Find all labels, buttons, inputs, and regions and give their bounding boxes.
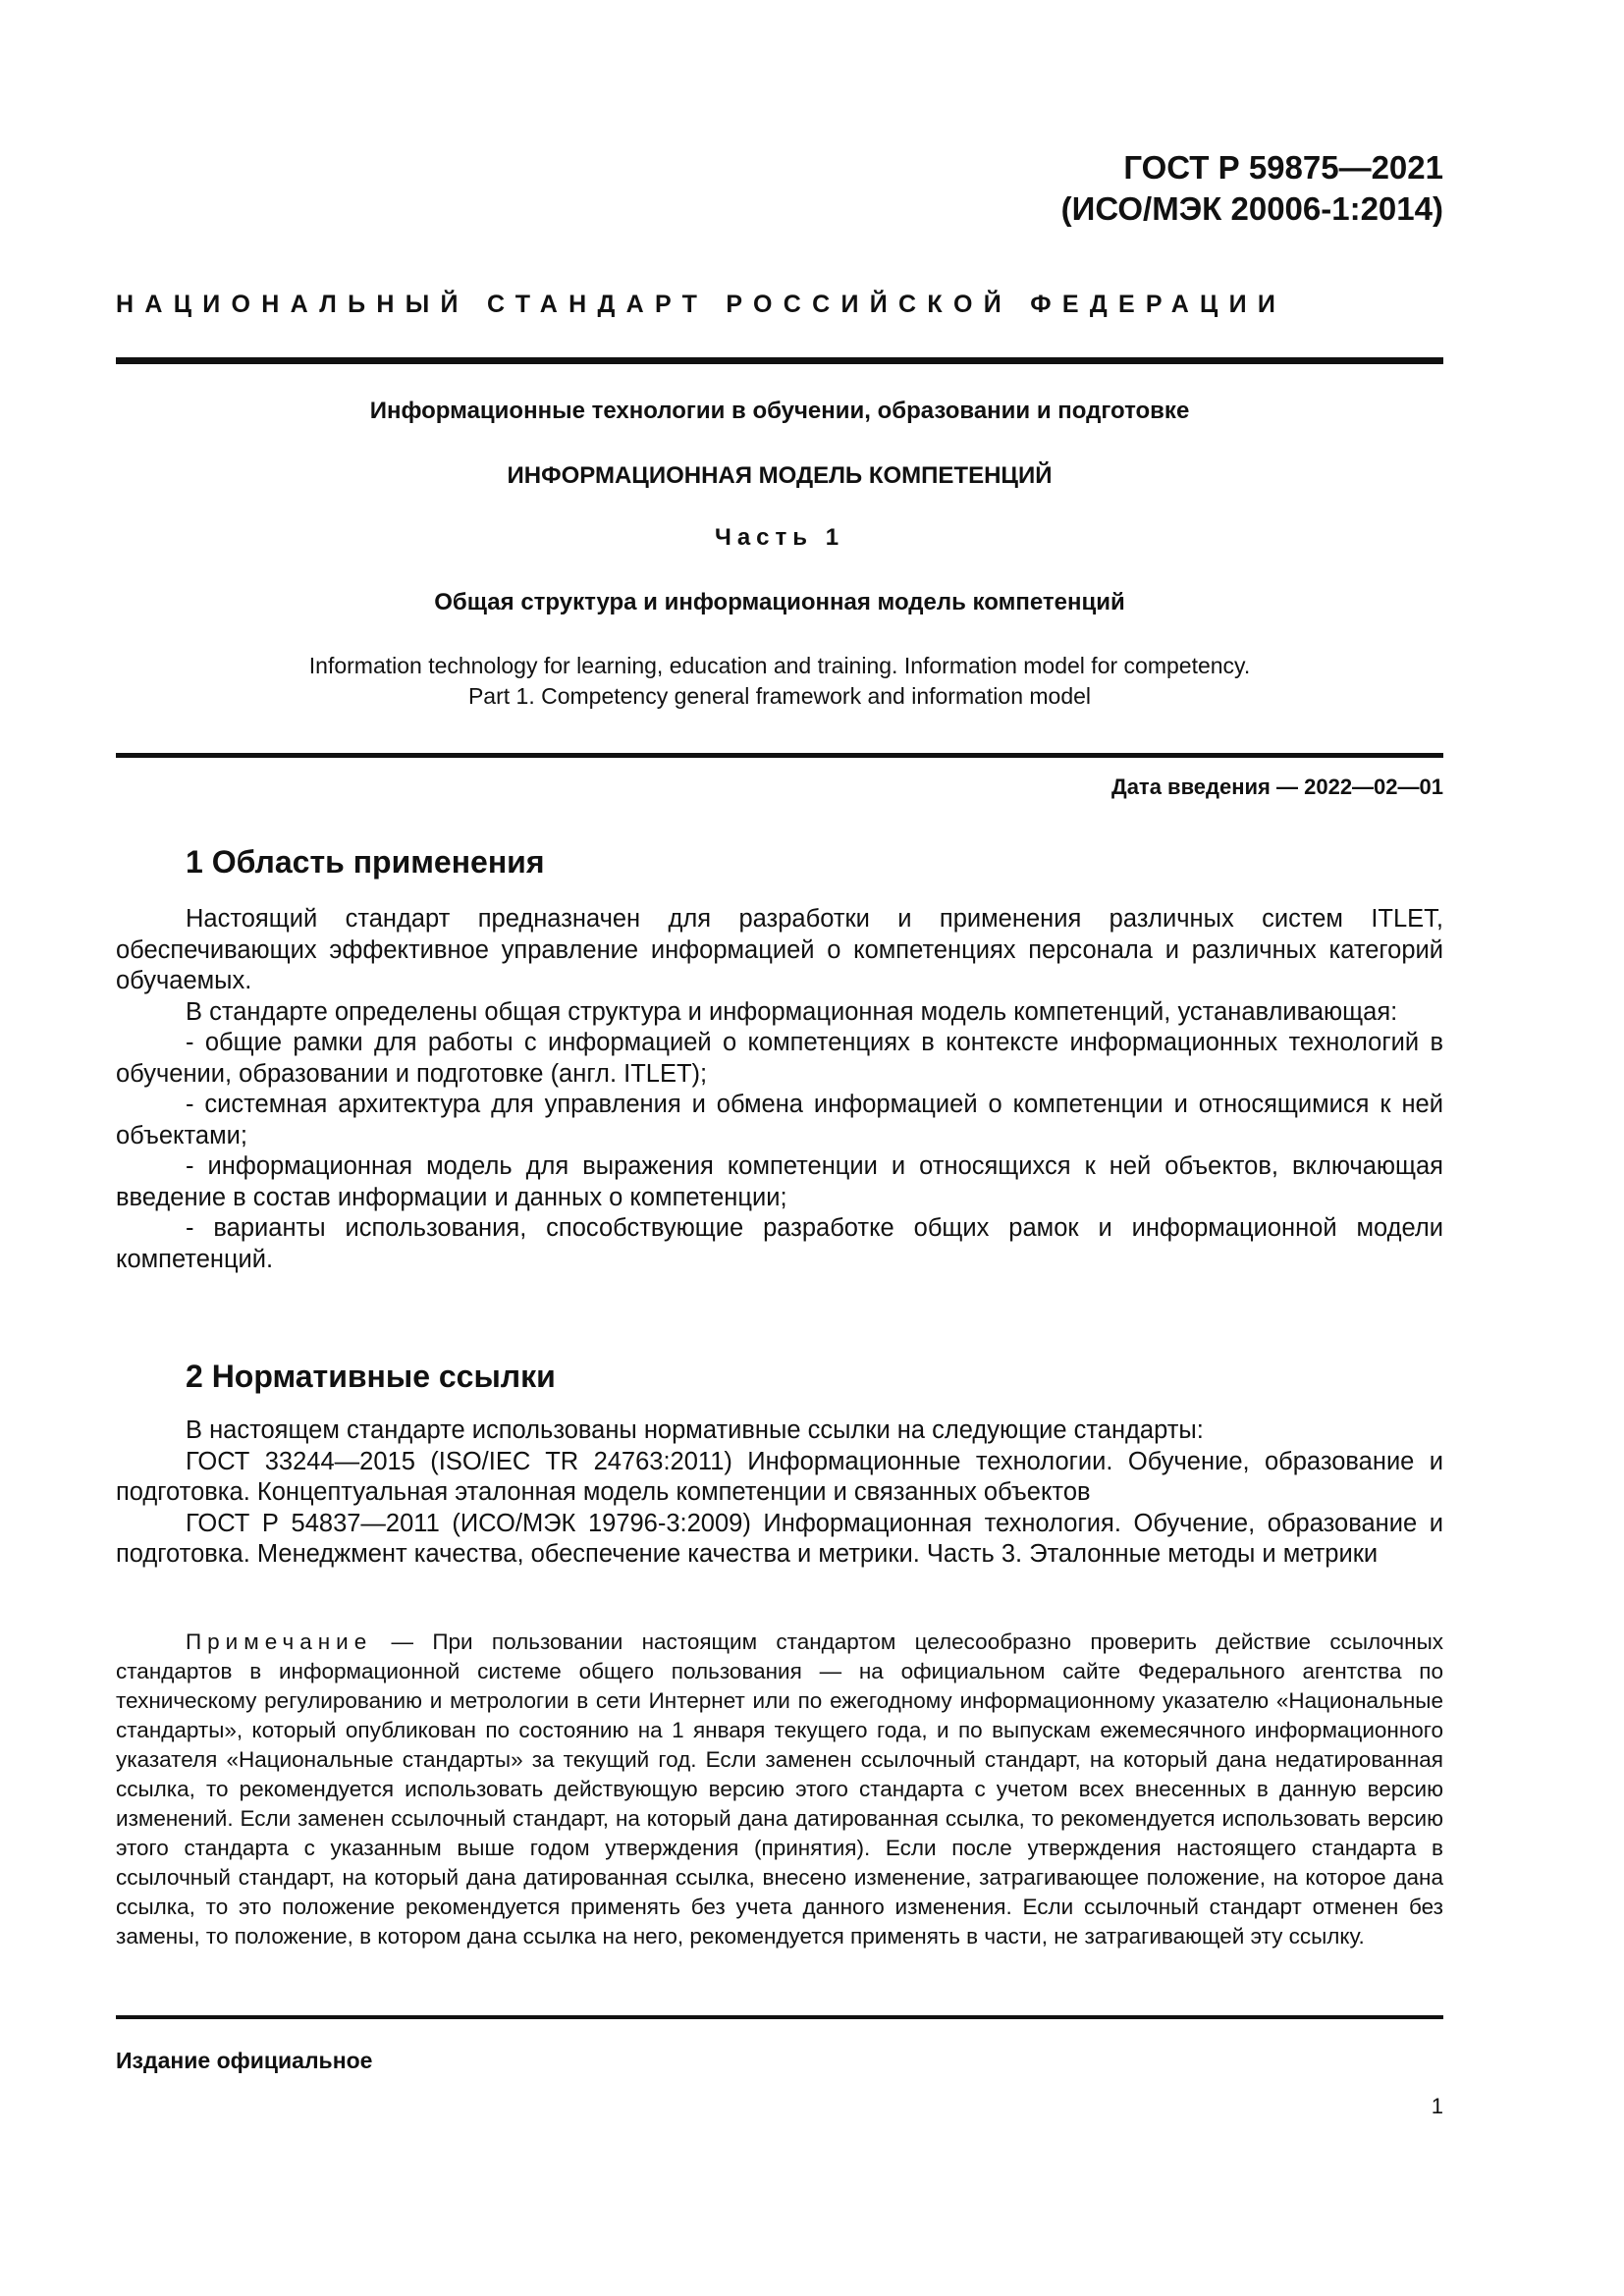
paragraph: Настоящий стандарт предназначен для разработки и применения различных систем ITLET, обеспечивающих эффективное управление информацией о компетенциях персонала и различных категорий обучаемых. xyxy=(116,905,1443,994)
section-1-heading: 1 Область применения xyxy=(186,844,545,880)
title-field: Информационные технологии в обучении, образовании и подготовке xyxy=(369,398,1190,424)
title-english-line-1: Information technology for learning, education and training. Information model for competency. xyxy=(308,653,1251,678)
section-2-heading: 2 Нормативные ссылки xyxy=(186,1359,556,1394)
paragraph: В настоящем стандарте использованы нормативные ссылки на следующие стандарты: xyxy=(186,1416,1204,1444)
edition-label: Издание официальное xyxy=(116,2048,373,2073)
list-item: - общие рамки для работы с информацией о компетенциях в контексте информационных технологий в обучении, образовании и подготовке (англ. ITLET); xyxy=(116,1029,1443,1088)
title-part: Часть 1 xyxy=(714,524,845,551)
paragraph: В стандарте определены общая структура и информационная модель компетенций, устанавливающая: xyxy=(186,997,1398,1026)
national-standard-banner: НАЦИОНАЛЬНЫЙ СТАНДАРТ РОССИЙСКОЙ ФЕДЕРАЦИИ xyxy=(116,291,1287,318)
reference-item: ГОСТ 33244—2015 (ISO/IEC TR 24763:2011) Информационные технологии. Обучение, образование и подготовка. Концептуальная эталонная модель компетенции и связанных объектов xyxy=(116,1447,1443,1506)
page-number: 1 xyxy=(1431,2094,1443,2118)
top-divider xyxy=(116,357,1443,364)
gost-number: ГОСТ Р 59875—2021 xyxy=(1123,149,1443,186)
list-item: - информационная модель для выражения компетенции и относящихся к ней объектов, включающая введение в состав информации и данных о компетенции; xyxy=(116,1152,1443,1211)
title-main: ИНФОРМАЦИОННАЯ МОДЕЛЬ КОМПЕТЕНЦИЙ xyxy=(507,462,1053,489)
title-subtitle: Общая структура и информационная модель компетенций xyxy=(434,589,1125,615)
reference-item: ГОСТ Р 54837—2011 (ИСО/МЭК 19796-3:2009) Информационная технология. Обучение, образование и подготовка. Менеджмент качества, обеспечение качества и метрики. Часть 3. Эталонные методы и метрики xyxy=(116,1509,1443,1568)
note xyxy=(116,1628,1443,1951)
list-item: - системная архитектура для управления и обмена информацией о компетенции и относящимися к ней объектами; xyxy=(116,1091,1443,1149)
section-1-body xyxy=(116,904,1443,1275)
title-english-line-2: Part 1. Competency general framework and information model xyxy=(467,683,1092,709)
title-english xyxy=(116,651,1443,712)
section-2-body xyxy=(116,1415,1443,1571)
note-label: Примечание xyxy=(186,1629,373,1654)
note-text: — При пользовании настоящим стандартом целесообразно проверить действие ссылочных стандартов в информационной системе общего пользования — на официальном сайте Федерального агентства по техническому регулированию и метрологии в сети Интернет или по ежегодному информационному указателю «Национальные стандарты», который опубликован по состоянию на 1 января текущего года, и по выпускам ежемесячного информационного указателя «Национальные стандарты» за текущий год. Если заменен ссылочный стандарт, на который дана недатированная ссылка, то рекомендуется использовать действующую версию этого стандарта с учетом всех внесенных в данную версию изменений. Если заменен ссылочный стандарт, на который дана датированная ссылка, то рекомендуется использовать версию этого стандарта с указанным выше годом утверждения (принятия). Если после утверждения настоящего стандарта в ссылочный стандарт, на который дана датированная ссылка, внесено изменение, затрагивающее положение, на которое дана ссылка, то это положение рекомендуется применять без учета данного изменения. Если ссылочный стандарт отменен без замены, то положение, в котором дана ссылка на него, рекомендуется применять в части, не затрагивающей эту ссылку. xyxy=(116,1629,1443,1949)
title-divider xyxy=(116,753,1443,758)
footer-divider xyxy=(116,2015,1443,2019)
introduction-date: Дата введения — 2022—02—01 xyxy=(1111,774,1443,799)
list-item: - варианты использования, способствующие разработке общих рамок и информационной модели компетенций. xyxy=(116,1214,1443,1273)
note-paragraph xyxy=(116,1628,1443,1951)
standard-identifier xyxy=(1061,147,1443,230)
iso-number: (ИСО/МЭК 20006-1:2014) xyxy=(1060,190,1443,227)
